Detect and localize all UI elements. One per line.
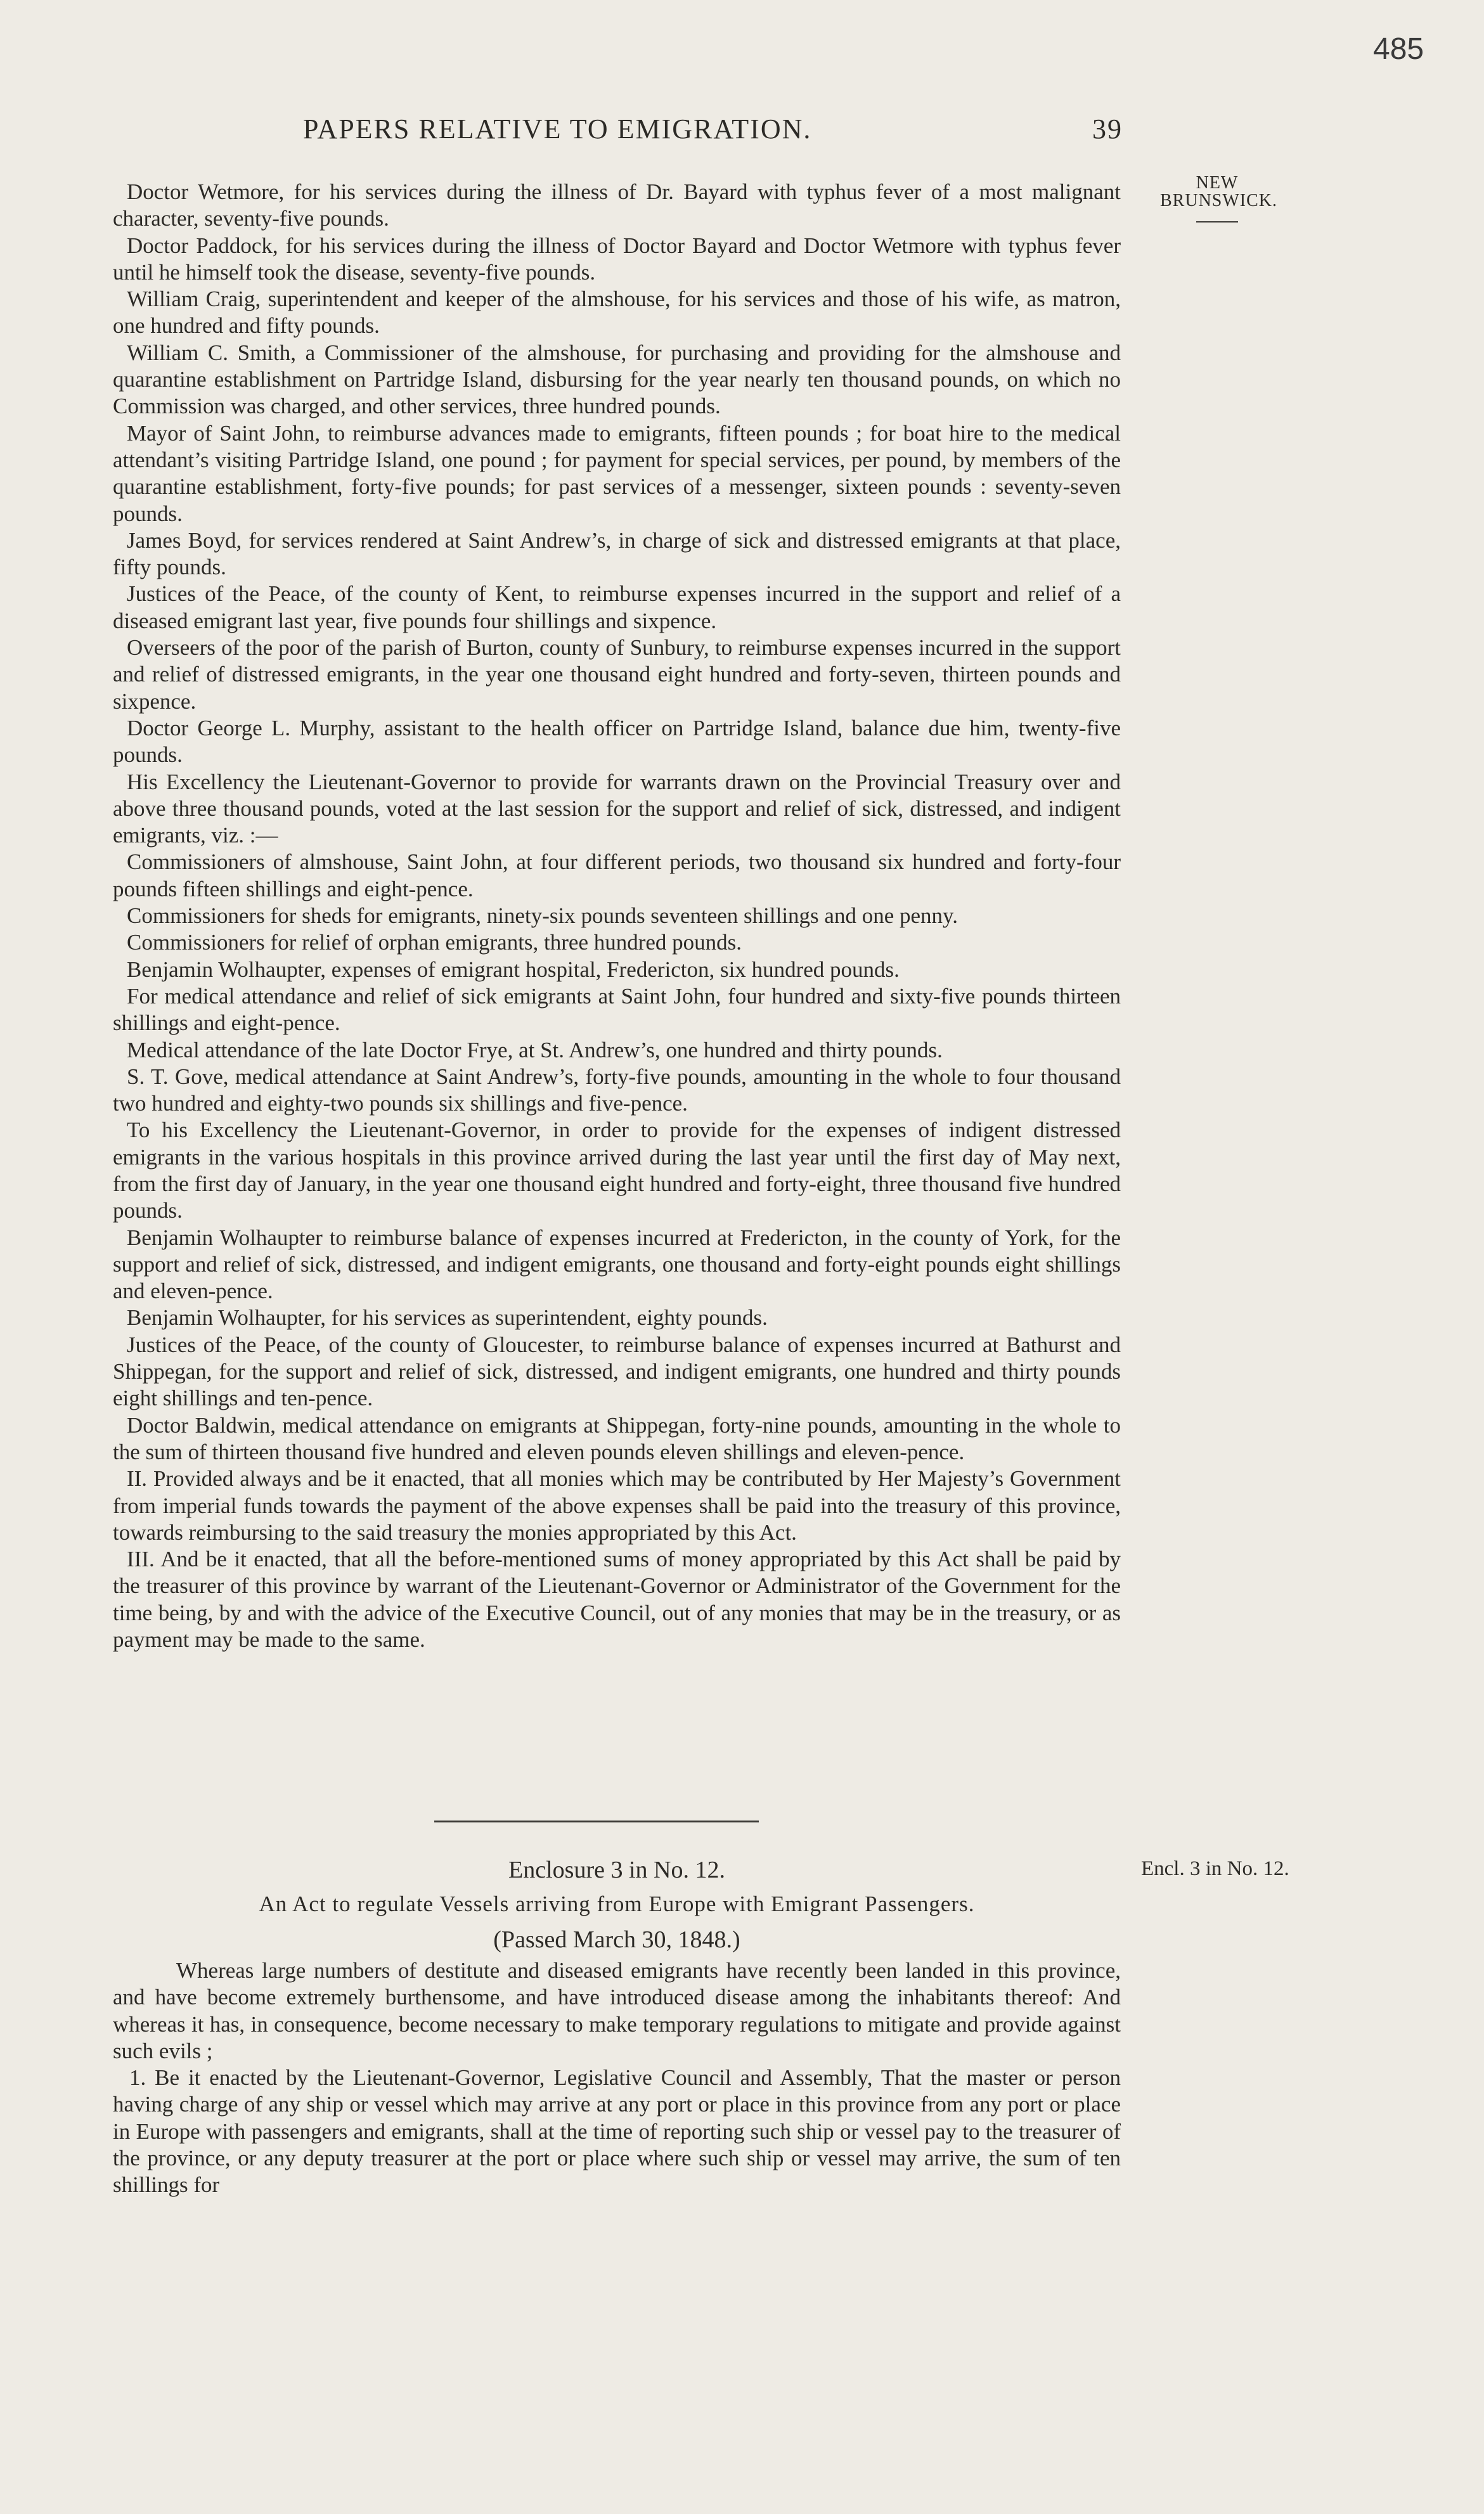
paragraph: Mayor of Saint John, to reimburse advances made to emigrants, fifteen pounds ; for boat hire to the medical attendant’s visiting Partridge Island, one pound ; for payment for special services, per pound, by members of the quarantine establishment, forty-five pounds; for past services of a messenger, sixteen pounds : seventy-seven pounds. (113, 420, 1121, 526)
paragraph: His Excellency the Lieutenant-Governor to provide for warrants drawn on the Provincial Treasury over and above three thousand pounds, voted at the last session for the support and relief of sick, distressed, and indigent emigrants, viz. :— (113, 769, 1121, 848)
paragraph: Justices of the Peace, of the county of Gloucester, to reimburse balance of expenses incurred at Bathurst and Shippegan, for the support and relief of sick, distressed, and indigent emigrants, one hundred and thirty pounds eight shillings and ten-pence. (113, 1332, 1121, 1411)
paragraph: Justices of the Peace, of the county of Kent, to reimburse expenses incurred in the support and relief of a diseased emigrant last year, five pounds four shillings and sixpence. (113, 581, 1121, 633)
paragraph: For medical attendance and relief of sick emigrants at Saint John, four hundred and sixty-five pounds thirteen shillings and eight-pence. (113, 983, 1121, 1036)
header-page-number: 39 (1092, 113, 1123, 145)
paragraph: William Craig, superintendent and keeper of the almshouse, for his services and those of his wife, as matron, one hundred and fifty pounds. (113, 287, 1121, 338)
act-date: (Passed March 30, 1848.) (493, 1926, 740, 1953)
paragraph: Commissioners of almshouse, Saint John, at four different periods, two thousand six hundred and forty-four pounds fifteen shillings and eight-pence. (113, 849, 1121, 901)
paragraph: Doctor Paddock, for his services during the illness of Doctor Bayard and Doctor Wetmore with typhus fever until he himself took the disease, seventy-five pounds. (113, 233, 1121, 285)
margin-note-enclosure: Encl. 3 in No. 12. (1141, 1857, 1289, 1880)
header-title: PAPERS RELATIVE TO EMIGRATION. (303, 113, 812, 145)
paragraph: Overseers of the poor of the parish of Burton, county of Sunbury, to reimburse expenses incurred in the support and relief of distressed emigrants, in the year one thousand eight hundred and forty-seven, thirteen pounds and sixpence. (113, 635, 1121, 714)
main-text (113, 179, 1121, 1653)
margin-note-province (1160, 173, 1278, 222)
paragraph: William C. Smith, a Commissioner of the almshouse, for purchasing and providing for the almshouse and quarantine establishment on Partridge Island, disbursing for the year nearly ten thousand pounds, on which no Commission was charged, and other services, three hundred pounds. (113, 340, 1121, 419)
paragraph: S. T. Gove, medical attendance at Saint Andrew’s, forty-five pounds, amounting in the whole to four thousand two hundred and eighty-two pounds six shillings and five-pence. (113, 1064, 1121, 1116)
preamble: Whereas large numbers of destitute and diseased emigrants have recently been landed in this province, and have become extremely burthensome, and have introduced disease among the inhabitants thereof: And whereas it has, in consequence, become necessary to make temporary regulations to mitigate and provide against such evils ; (113, 1958, 1121, 2063)
paragraph: Doctor George L. Murphy, assistant to the health officer on Partridge Island, balance due him, twenty-five pounds. (113, 715, 1121, 768)
paragraph: Medical attendance of the late Doctor Frye, at St. Andrew’s, one hundred and thirty pounds. (127, 1037, 943, 1062)
paragraph: Benjamin Wolhaupter, expenses of emigrant hospital, Fredericton, six hundred pounds. (127, 957, 900, 982)
paragraph: To his Excellency the Lieutenant-Governor, in order to provide for the expenses of indigent distressed emigrants in the various hospitals in this province arrived during the last year until the first day of May next, from the first day of January, in the year one thousand eight hundred and forty-eight, three thousand five hundred pounds. (113, 1118, 1121, 1223)
paragraph: Doctor Wetmore, for his services during the illness of Dr. Bayard with typhus fever of a most malignant character, seventy-five pounds. (113, 179, 1121, 231)
paragraph: Benjamin Wolhaupter to reimburse balance of expenses incurred at Fredericton, in the county of York, for the support and relief of sick, distressed, and indigent emigrants, one thousand and forty-eight pounds eight shillings and eleven-pence. (113, 1225, 1121, 1304)
paragraph: II. Provided always and be it enacted, that all monies which may be contributed by Her Majesty’s Government from imperial funds towards the payment of the above expenses shall be paid into the treasury of this province, towards reimbursing to the said treasury the monies appropriated by this Act. (113, 1466, 1121, 1545)
margin-note-line2: BRUNSWICK. (1160, 191, 1278, 210)
paragraph: III. And be it enacted, that all the before-mentioned sums of money appropriated by this Act shall be paid by the treasurer of this province by warrant of the Lieutenant-Governor or Administrator of the Government for the time being, by and with the advice of the Executive Council, out of any monies that may be in the treasury, or as payment may be made to the same. (113, 1547, 1121, 1653)
paragraph: Benjamin Wolhaupter, for his services as superintendent, eighty pounds. (127, 1305, 768, 1331)
margin-note-line1: NEW (1196, 173, 1239, 193)
paragraph: James Boyd, for services rendered at Saint Andrew’s, in charge of sick and distressed emigrants at that place, fifty pounds. (113, 527, 1121, 580)
paragraph: Commissioners for sheds for emigrants, ninety-six pounds seventeen shillings and one penny. (127, 903, 958, 929)
section-divider (434, 1821, 759, 1822)
enclosure-text (113, 1957, 1121, 2199)
margin-rule (1196, 221, 1238, 222)
page-number: 485 (1373, 32, 1424, 66)
act-title: An Act to regulate Vessels arriving from Europe with Emigrant Passengers. (259, 1892, 975, 1916)
clause-1: 1. Be it enacted by the Lieutenant-Governor, Legislative Council and Assembly, That the master or person having charge of any ship or vessel which may arrive at any port or place in this province from any port or place in Europe with passengers and emigrants, shall at the time of reporting such ship or vessel pay to the treasurer of the province, or any deputy treasurer at the port or place where such ship or vessel may arrive, the sum of ten shillings for (113, 2065, 1121, 2198)
enclosure-heading: Enclosure 3 in No. 12. (508, 1857, 725, 1883)
paragraph: Commissioners for relief of orphan emigrants, three hundred pounds. (127, 930, 742, 955)
paragraph: Doctor Baldwin, medical attendance on emigrants at Shippegan, forty-nine pounds, amounting in the whole to the sum of thirteen thousand five hundred and eleven pounds eleven shillings and eleven-pence. (113, 1412, 1121, 1464)
